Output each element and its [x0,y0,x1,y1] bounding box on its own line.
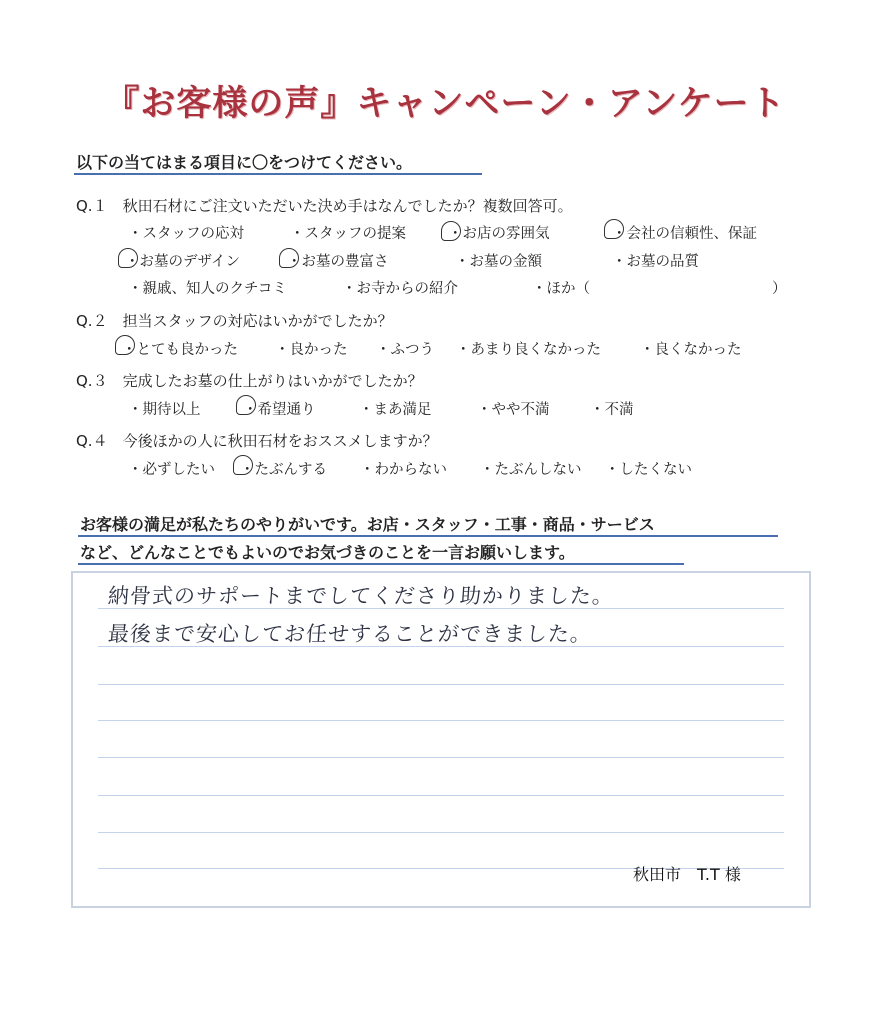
instruction-text: 以下の当てはまる項目に〇をつけてください。 [76,153,413,172]
message-prompt-underline-2 [78,563,684,565]
answer-circle-mark [236,395,256,415]
answer-circle-mark [441,221,461,241]
q1-option-other[interactable]: ・ほか（ [532,281,590,297]
q3-option-beyond-expectation[interactable]: ・期待以上 [128,402,201,418]
q3-option-unsatisfied[interactable]: ・不満 [590,402,634,418]
instruction-underline [74,173,482,175]
q4-option-probably[interactable]: ・たぶんする [240,462,327,478]
message-prompt-line-2: など、どんなことでもよいのでお気づきのことを一言お願いします。 [80,543,575,562]
q1-option-temple-referral[interactable]: ・お寺からの紹介 [342,281,458,297]
q1-option-company-trust[interactable]: ・会社の信頼性、保証 [612,226,757,242]
q3-option-as-hoped[interactable]: ・希望通り [243,402,316,418]
message-prompt-underline-1 [78,535,778,537]
q4-option-definitely[interactable]: ・必ずしたい [128,462,215,478]
q4-option-will-not[interactable]: ・したくない [605,462,692,478]
q2-option-not-so-good[interactable]: ・あまり良くなかった [456,342,601,358]
q1-option-grave-price[interactable]: ・お墓の金額 [455,254,542,270]
comment-rule [98,684,784,685]
survey-title: 『お客様の声』キャンペーン・アンケート [104,84,786,124]
question-3-label: Q.３ 完成したお墓の仕上がりはいかがでしたか？ [76,372,423,390]
q1-option-other-close: ） [772,281,787,297]
comment-rule [98,832,784,833]
q1-option-shop-atmosphere[interactable]: ・お店の雰囲気 [448,226,550,242]
q3-option-somewhat-unsatisfied[interactable]: ・やや不満 [477,402,550,418]
q2-option-very-good[interactable]: ・とても良かった [122,342,238,358]
q1-option-staff-proposal[interactable]: ・スタッフの提案 [290,226,406,242]
q4-option-not-sure[interactable]: ・わからない [360,462,447,478]
q1-option-grave-quality[interactable]: ・お墓の品質 [612,254,699,270]
answer-circle-mark [118,248,138,268]
answer-circle-mark [279,248,299,268]
comment-rule [98,795,784,796]
message-prompt-line-1: お客様の満足が私たちのやりがいです。お店・スタッフ・工事・商品・サービス [80,515,655,534]
q1-option-word-of-mouth[interactable]: ・親戚、知人のクチコミ [128,281,287,297]
answer-circle-mark [115,335,135,355]
q2-option-average[interactable]: ・ふつう [376,342,434,358]
comment-rule [98,757,784,758]
q4-option-probably-not[interactable]: ・たぶんしない [480,462,582,478]
q1-option-grave-variety[interactable]: ・お墓の豊富さ [287,254,389,270]
q2-option-good[interactable]: ・良かった [275,342,348,358]
question-2-label: Q.２ 担当スタッフの対応はいかがでしたか？ [76,312,393,330]
question-1-label: Q.１ 秋田石材にご注文いただいた決め手はなんでしたか？複数回答可。 [76,197,573,215]
q3-option-fairly-satisfied[interactable]: ・まあ満足 [359,402,432,418]
q2-option-bad[interactable]: ・良くなかった [640,342,742,358]
answer-circle-mark [604,219,624,239]
answer-circle-mark [233,455,253,475]
question-4-label: Q.４ 今後ほかの人に秋田石材をおススメしますか？ [76,432,438,450]
handwritten-comment-line-2: 最後まで安心してお任せすることができました。 [107,622,593,646]
comment-rule [98,720,784,721]
respondent-signature: 秋田市 T.T 様 [633,865,741,884]
handwritten-comment-line-1: 納骨式のサポートまでしてくださり助かりました。 [107,584,615,608]
q1-option-grave-design[interactable]: ・お墓のデザイン [125,254,240,270]
q1-option-staff-response[interactable]: ・スタッフの応対 [128,226,244,242]
